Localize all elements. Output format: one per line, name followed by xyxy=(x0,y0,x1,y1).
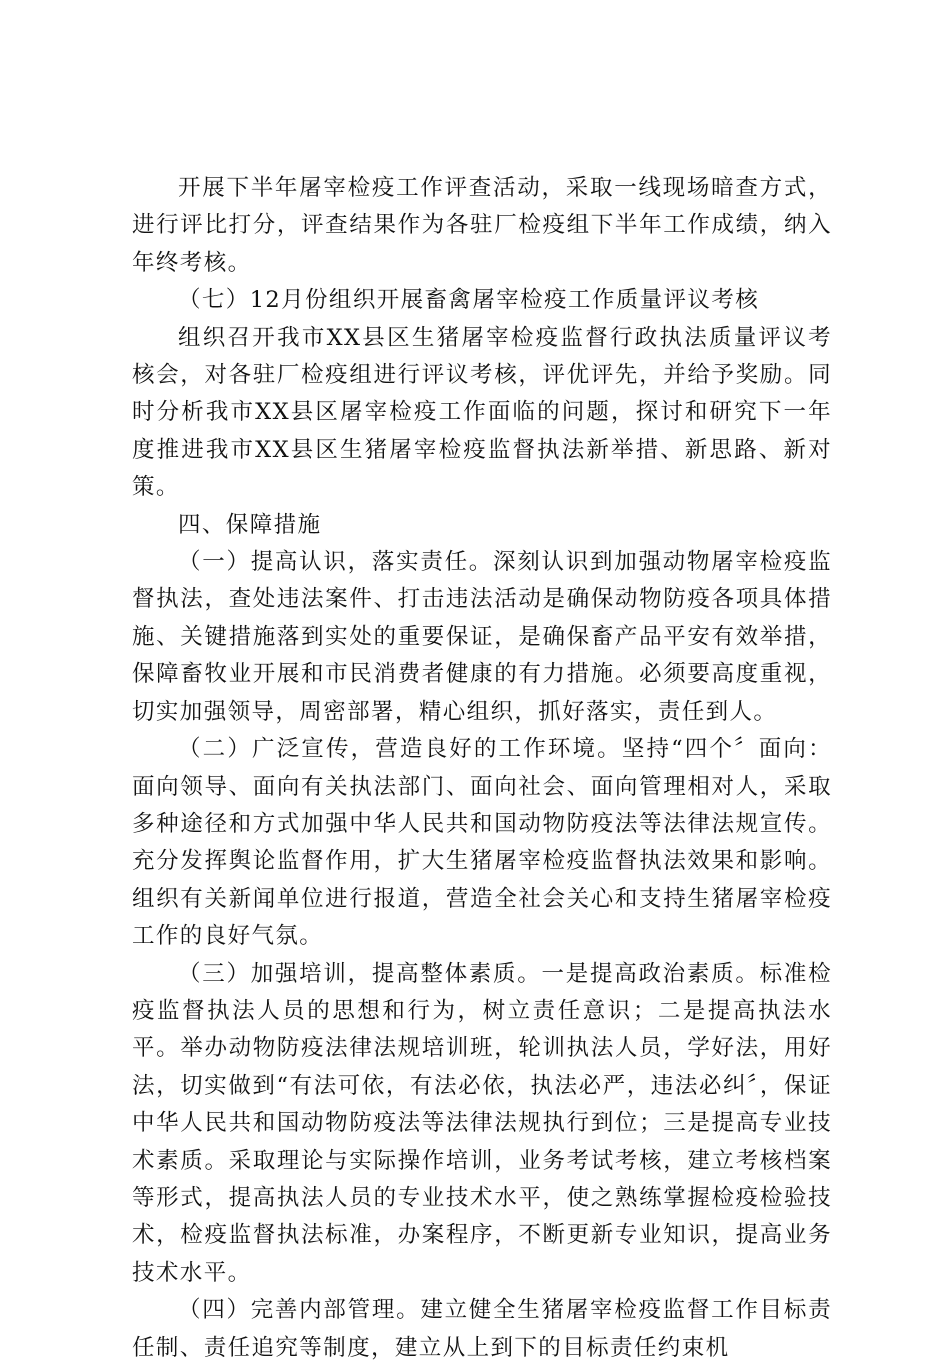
section-heading-safeguards: 四、保障措施 xyxy=(178,511,322,538)
paragraph-publicity: （二）广泛宣传，营造良好的工作环境。坚持“四个〞面向：面向领导、面向有关执法部门、面向社会、面向管理相对人，采取多种途径和方式加强中华人民共和国动物防疫法等法律法规宣传。充分发挥舆论监督作用，扩大生猪屠宰检疫监督执法效果和影响。组织有关新闻单位进行报道，营造全社会关心和支持生猪屠宰检疫工作的良好气氛。 xyxy=(132,736,832,950)
paragraph-internal-management: （四）完善内部管理。建立健全生猪屠宰检疫监督工作目标责任制、责任追究等制度，建立从上到下的目标责任约束机 xyxy=(132,1297,832,1361)
document-body xyxy=(132,170,832,1367)
paragraph-review-meeting: 组织召开我市XX县区生猪屠宰检疫监督行政执法质量评议考核会，对各驻厂检疫组进行评议考核，评优评先，并给予奖励。同时分析我市XX县区屠宰检疫工作面临的问题，探讨和研究下一年度推进我市XX县区生猪屠宰检疫监督执法新举措、新思路、新对策。 xyxy=(132,324,832,501)
paragraph-raise-awareness: （一）提高认识，落实责任。深刻认识到加强动物屠宰检疫监督执法，查处违法案件、打击违法活动是确保动物防疫各项具体措施、关键措施落到实处的重要保证，是确保畜产品平安有效举措，保障畜牧业开展和市民消费者健康的有力措施。必须要高度重视，切实加强领导，周密部署，精心组织，抓好落实，责任到人。 xyxy=(132,549,832,725)
section-heading-december-review: （七）12月份组织开展畜禽屠宰检疫工作质量评议考核 xyxy=(178,287,760,314)
paragraph-training: （三）加强培训，提高整体素质。一是提高政治素质。标准检疫监督执法人员的思想和行为，树立责任意识；二是提高执法水平。举办动物防疫法律法规培训班，轮训执法人员，学好法，用好法，切实做到“有法可依，有法必依，执法必严，违法必纠〞，保证中华人民共和国动物防疫法等法律法规执行到位；三是提高专业技术素质。采取理论与实际操作培训，业务考试考核，建立考核档案等形式，提高执法人员的专业技术水平，使之熟练掌握检疫检验技术，检疫监督执法标准，办案程序，不断更新专业知识，提高业务技术水平。 xyxy=(132,960,832,1286)
paragraph-evaluation-activity: 开展下半年屠宰检疫工作评查活动，采取一线现场暗查方式，进行评比打分，评查结果作为各驻厂检疫组下半年工作成绩，纳入年终考核。 xyxy=(132,175,832,276)
